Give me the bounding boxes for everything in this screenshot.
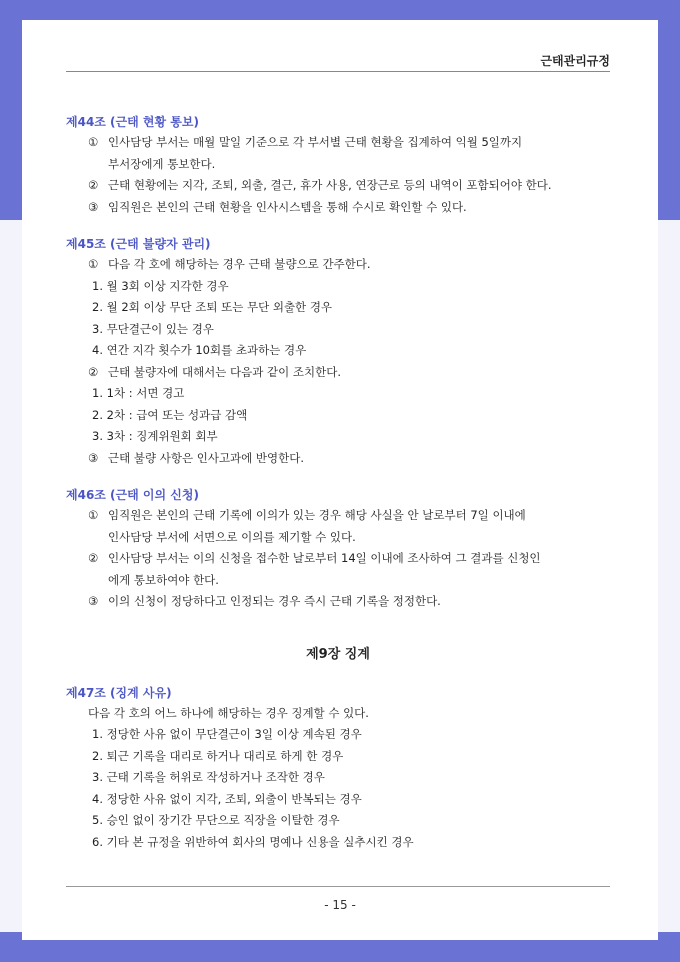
list-item: 1. 정당한 사유 없이 무단결근이 3일 이상 계속된 경우 — [92, 727, 362, 741]
header-divider — [66, 71, 610, 72]
list-item: 5. 승인 없이 장기간 무단으로 직장을 이탈한 경우 — [92, 813, 340, 827]
article-title: 제46조 (근태 이의 신청) — [66, 488, 199, 502]
article-44 — [66, 112, 610, 218]
spacer — [66, 667, 610, 683]
spacer — [66, 613, 610, 643]
list-item: 3. 3차 : 징계위원회 회부 — [92, 429, 218, 443]
paragraph — [66, 175, 610, 197]
list-item: 4. 정당한 사유 없이 지각, 조퇴, 외출이 반복되는 경우 — [92, 791, 362, 806]
article-46 — [66, 485, 610, 613]
paragraph-text: 인사담당 부서는 이의 신청을 접수한 날로부터 14일 이내에 조사하여 그 결과를 신청인 — [108, 551, 541, 565]
paragraph-marker: ③ — [88, 199, 99, 214]
article-45 — [66, 234, 610, 469]
paragraph-text: 다음 각 호에 해당하는 경우 근태 불량으로 간주한다. — [108, 257, 371, 271]
paragraph-text: 근태 현황에는 지각, 조퇴, 외출, 결근, 휴가 사용, 연장근로 등의 내역이 포함되어야 한다. — [108, 178, 552, 192]
article-title: 제45조 (근태 불량자 관리) — [66, 237, 211, 251]
list-item: 1. 1차 : 서면 경고 — [92, 386, 185, 400]
article-title: 제47조 (징계 사유) — [66, 685, 172, 700]
paragraph-continuation: 인사담당 부서에 서면으로 이의를 제기할 수 있다. — [108, 529, 356, 544]
header-title: 근태관리규정 — [540, 54, 610, 68]
paragraph — [66, 505, 610, 527]
paragraph-text: 근태 불량 사항은 인사고과에 반영한다. — [108, 450, 305, 465]
list-item: 2. 2차 : 급여 또는 성과급 감액 — [92, 407, 248, 422]
paragraph-text: 임직원은 본인의 근태 현황을 인사시스템을 통해 수시로 확인할 수 있다. — [108, 199, 467, 214]
paragraph-text: 근태 불량자에 대해서는 다음과 같이 조치한다. — [108, 364, 342, 379]
footer-divider — [66, 886, 610, 887]
list-item: 3. 무단결근이 있는 경우 — [92, 321, 214, 336]
list-item: 1. 월 3회 이상 지각한 경우 — [92, 278, 229, 293]
paragraph-text: 임직원은 본인의 근태 기록에 이의가 있는 경우 해당 사실을 안 날로부터 7일 이내에 — [108, 508, 526, 522]
list-item: 2. 퇴근 기록을 대리로 하거나 대리로 하게 한 경우 — [92, 748, 344, 763]
list-item: 4. 연간 지각 횟수가 10회를 초과하는 경우 — [92, 343, 307, 357]
list-item: 3. 근태 기록을 허위로 작성하거나 조작한 경우 — [92, 770, 325, 784]
paragraph-marker: ③ — [88, 450, 99, 465]
document-page — [22, 20, 658, 940]
list-item: 6. 기타 본 규정을 위반하여 회사의 명예나 신용을 실추시킨 경우 — [92, 834, 414, 849]
paragraph — [66, 362, 610, 384]
paragraph — [66, 132, 610, 154]
page-number: - 15 - — [324, 898, 356, 912]
paragraph — [66, 197, 610, 219]
paragraph-marker: ① — [88, 508, 99, 522]
paragraph-marker: ② — [88, 178, 99, 192]
paragraph-marker: ③ — [88, 594, 99, 608]
paragraph-marker: ② — [88, 551, 99, 565]
page-content — [66, 112, 610, 853]
paragraph-marker: ② — [88, 364, 99, 379]
paragraph-continuation: 부서장에게 통보한다. — [108, 156, 216, 171]
article-intro: 다음 각 호의 어느 하나에 해당하는 경우 징계할 수 있다. — [88, 705, 369, 720]
spacer — [66, 469, 610, 485]
paragraph-text: 이의 신청이 정당하다고 인정되는 경우 즉시 근태 기록을 정정한다. — [108, 594, 441, 608]
paragraph — [66, 448, 610, 470]
list-item: 2. 월 2회 이상 무단 조퇴 또는 무단 외출한 경우 — [92, 300, 333, 314]
paragraph-continuation: 에게 통보하여야 한다. — [108, 572, 219, 587]
spacer — [66, 218, 610, 234]
article-47 — [66, 683, 610, 854]
article-title: 제44조 (근태 현황 통보) — [66, 115, 199, 129]
paragraph — [66, 591, 610, 613]
paragraph-marker: ① — [88, 135, 99, 149]
paragraph — [66, 548, 610, 570]
paragraph-marker: ① — [88, 257, 99, 271]
paragraph-text: 인사담당 부서는 매월 말일 기준으로 각 부서별 근태 현황을 집계하여 익월 5일까지 — [108, 135, 523, 149]
paragraph — [66, 254, 610, 276]
chapter-title: 제9장 징계 — [306, 646, 370, 662]
